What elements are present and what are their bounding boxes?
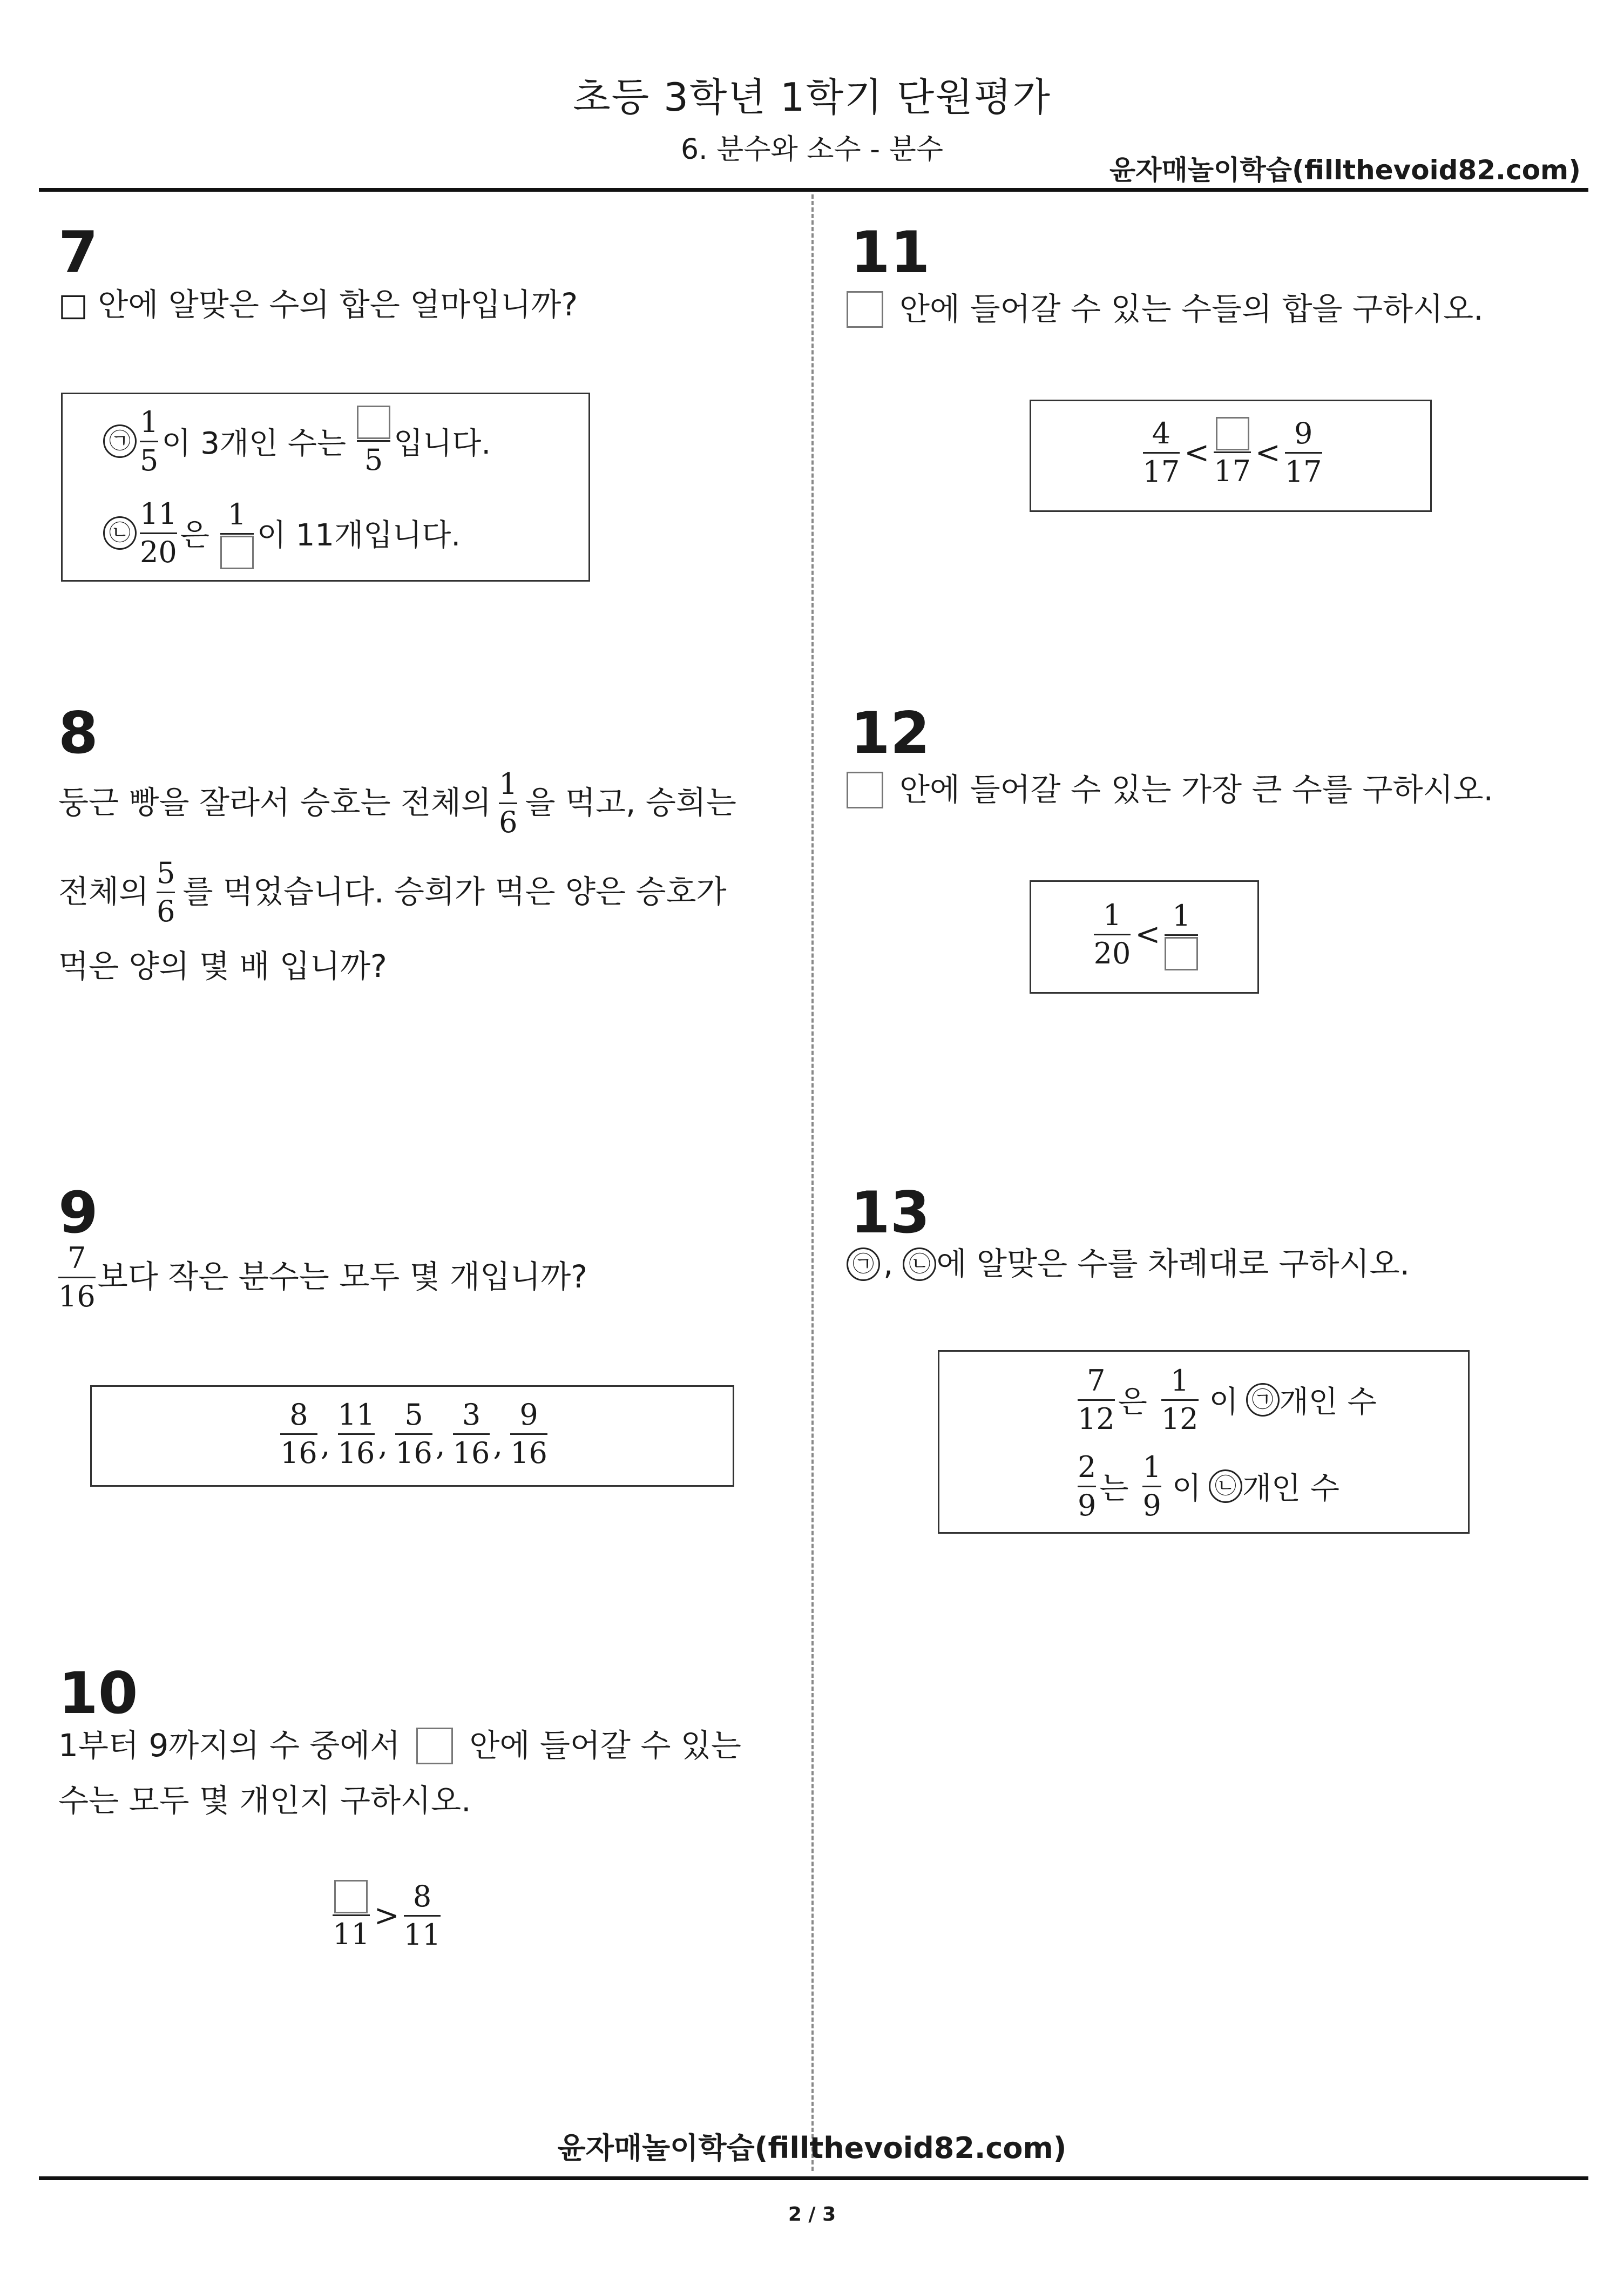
marker-giyeok: ㉠: [847, 1247, 880, 1281]
question-13-row-1: $\frac{7}{12}$ 은 $\frac{1}{12}$ 이 ㉠ 개인 수: [1078, 1364, 1377, 1436]
fraction-list: [92, 1398, 736, 1470]
question-10-inequality: 11 > $\frac{8}{11}$: [333, 1879, 441, 1952]
question-12-number: 12: [850, 700, 930, 766]
answer-blank[interactable]: [1165, 937, 1198, 970]
fraction: $\frac{1}{5}$: [140, 405, 159, 477]
answer-blank[interactable]: [416, 1728, 453, 1764]
question-9-number: 9: [58, 1179, 98, 1246]
question-11-text: 안에 들어갈 수 있는 수들의 합을 구하시오.: [847, 285, 1484, 334]
question-10-number: 10: [58, 1660, 138, 1727]
fraction-option: $\frac{11}{16}$: [337, 1398, 375, 1470]
question-10-line-2: 수는 모두 몇 개인지 구하시오.: [58, 1782, 471, 1819]
answer-blank[interactable]: [1216, 417, 1249, 450]
footer-rule: [39, 2176, 1588, 2180]
question-7-box: [61, 393, 590, 582]
question-8-line-3: 먹은 양의 몇 배 입니까?: [58, 948, 387, 984]
page-title: 초등 3학년 1학기 단원평가: [573, 75, 1051, 120]
question-7-b-end: 이 11개입니다.: [256, 518, 461, 554]
separator: ,: [320, 1427, 330, 1462]
marker-nieun: ㉡: [103, 516, 137, 550]
fraction: $\frac{11}{20}$: [140, 497, 177, 569]
separator: ,: [378, 1427, 388, 1462]
fraction-blank-denominator: 1: [220, 497, 254, 569]
question-7-text: □ 안에 알맞은 수의 합은 얼마입니까?: [58, 286, 578, 323]
fraction-option: $\frac{3}{16}$: [452, 1398, 490, 1470]
answer-blank[interactable]: [847, 772, 883, 808]
question-11-box: [1030, 400, 1432, 512]
answer-blank[interactable]: [847, 291, 883, 328]
question-13-row-2: $\frac{2}{9}$ 는 $\frac{1}{9}$ 이 ㉡ 개인 수: [1078, 1450, 1340, 1522]
answer-blank[interactable]: [334, 1880, 368, 1913]
question-9-box: [90, 1385, 734, 1487]
marker-nieun: ㉡: [1209, 1469, 1242, 1503]
marker-giyeok: ㉠: [1246, 1383, 1280, 1417]
question-12-box: [1030, 880, 1259, 994]
header-brand: 윤자매놀이학습(fillthevoid82.com): [1109, 154, 1581, 186]
question-8-number: 8: [58, 700, 98, 766]
question-13-text: ㉠ , ㉡ 에 알맞은 수를 차례대로 구하시오.: [847, 1240, 1410, 1289]
question-13-number: 13: [850, 1179, 930, 1246]
header-rule: [39, 188, 1588, 192]
question-12-text: 안에 들어갈 수 있는 가장 큰 수를 구하시오.: [847, 766, 1493, 814]
separator: ,: [435, 1427, 445, 1462]
question-11-number: 11: [850, 219, 930, 286]
question-9-text: $\frac{7}{16}$ 보다 작은 분수는 모두 몇 개입니까?: [58, 1241, 588, 1313]
page-subtitle: 6. 분수와 소수 - 분수: [680, 133, 944, 166]
question-7-item-a: [103, 405, 491, 477]
question-7-number: 7: [58, 219, 98, 286]
question-12-inequality: $\frac{1}{20}$ < 1: [1031, 898, 1261, 970]
fraction-option: $\frac{9}{16}$: [510, 1398, 547, 1470]
question-10-line-1: 1부터 9까지의 수 중에서 안에 들어갈 수 있는: [58, 1727, 741, 1764]
fraction-blank-numerator: 5: [357, 406, 390, 477]
question-8-line-1: 둥근 빵을 잘라서 승호는 전체의 $\frac{1}{6}$ 을 먹고, 승희는: [58, 767, 736, 839]
marker-nieun: ㉡: [903, 1247, 936, 1281]
fraction-option: $\frac{8}{16}$: [280, 1398, 317, 1470]
column-divider: [811, 194, 814, 2171]
question-7-a-text: 이 3개인 수는: [161, 426, 347, 462]
answer-blank[interactable]: [220, 536, 254, 569]
question-7-item-b: [103, 497, 461, 569]
separator: ,: [493, 1427, 503, 1462]
question-13-box: [938, 1350, 1470, 1534]
question-8-line-2: 전체의 $\frac{5}{6}$ 를 먹었습니다. 승희가 먹은 양은 승호가: [58, 856, 727, 928]
question-11-inequality: $\frac{4}{17}$ < 17 < $\frac{9}{17}$: [1142, 416, 1322, 489]
marker-giyeok: ㉠: [103, 424, 137, 458]
answer-blank[interactable]: [357, 406, 390, 439]
question-7-a-end: 입니다.: [394, 426, 491, 462]
page-number: 2 / 3: [788, 2203, 836, 2226]
fraction-option: $\frac{5}{16}$: [395, 1398, 432, 1470]
footer-brand: 윤자매놀이학습(fillthevoid82.com): [557, 2131, 1067, 2165]
question-7-b-text: 은: [180, 518, 209, 554]
